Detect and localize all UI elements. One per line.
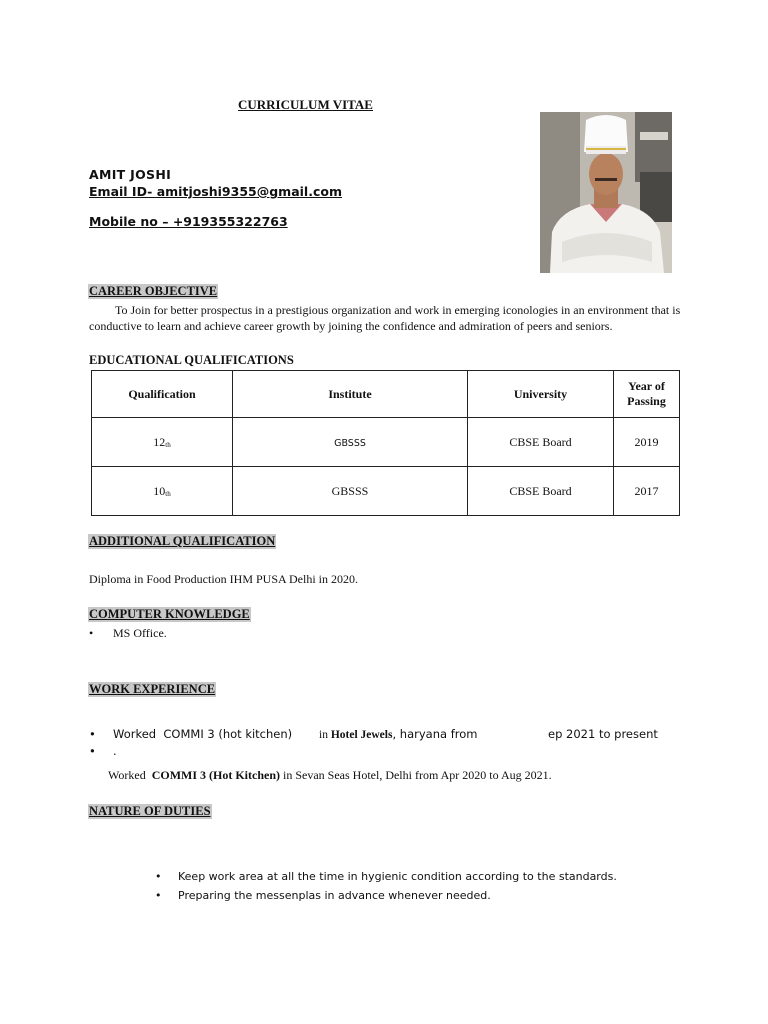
- list-item: [89, 744, 117, 758]
- work-entry-1-hotel: [319, 727, 477, 741]
- work-experience-heading: WORK EXPERIENCE: [89, 682, 216, 696]
- duties-list: [155, 867, 617, 905]
- table-row: [92, 418, 680, 467]
- table-header-row: [92, 371, 680, 418]
- list-item: [155, 867, 617, 886]
- table-row: [92, 467, 680, 516]
- cell-qualification: [92, 418, 233, 467]
- work-in-text: in: [319, 729, 331, 741]
- work-entry-2-details: in Sevan Seas Hotel, Delhi from Apr 2020 to Aug 2021.: [280, 768, 552, 782]
- additional-qualification-text: Diploma in Food Production IHM PUSA Delhi in 2020.: [89, 572, 359, 586]
- work-entry-2-role: COMMI 3 (Hot Kitchen): [151, 768, 280, 782]
- cell-university: CBSE Board: [468, 418, 614, 467]
- qualification-value: 12: [153, 434, 166, 449]
- additional-qualification-heading: ADDITIONAL QUALIFICATION: [89, 534, 276, 548]
- education-heading: EDUCATIONAL QUALIFICATIONS: [89, 353, 294, 367]
- work-entry-1-role: [89, 727, 292, 741]
- institute-value: GBSSS: [334, 437, 366, 449]
- work-entry-1: [89, 727, 689, 743]
- work-entry-2-prefix: Worked: [108, 768, 152, 782]
- header-university: University: [468, 371, 614, 418]
- chef-portrait-image: [540, 112, 672, 273]
- work-location-text: , haryana from: [392, 727, 478, 741]
- bullet-icon: •: [89, 626, 94, 640]
- education-table: [91, 370, 680, 516]
- candidate-name: AMIT JOSHI: [89, 167, 172, 182]
- duty-text: Preparing the messenplas in advance whenever needed.: [178, 889, 491, 902]
- cell-year: 2017: [614, 467, 680, 516]
- work-entry-1-period: ep 2021 to present: [548, 727, 658, 741]
- qualification-value: 10: [153, 483, 166, 498]
- cell-institute: [233, 418, 468, 467]
- header-qualification: Qualification: [92, 371, 233, 418]
- computer-skill: MS Office.: [113, 626, 167, 640]
- mobile-line: Mobile no – +919355322763: [89, 214, 288, 229]
- cell-university: CBSE Board: [468, 467, 614, 516]
- qualification-suffix: th: [165, 440, 171, 449]
- nature-of-duties-heading: NATURE OF DUTIES: [89, 804, 211, 818]
- work-bullet-2-text: .: [113, 744, 117, 758]
- profile-photo: [540, 112, 672, 273]
- list-item: [89, 626, 167, 641]
- email-line: Email ID- amitjoshi9355@gmail.com: [89, 184, 342, 199]
- cell-qualification: [92, 467, 233, 516]
- bullet-icon: •: [155, 889, 162, 902]
- duty-text: Keep work area at all the time in hygienic condition according to the standards.: [178, 870, 617, 883]
- bullet-icon: •: [155, 870, 162, 883]
- work-role-text: Worked COMMI 3 (hot kitchen): [113, 727, 293, 741]
- header-institute: Institute: [233, 371, 468, 418]
- header-year: Year of Passing: [614, 371, 680, 418]
- bullet-icon: •: [89, 727, 96, 741]
- career-objective-heading: CAREER OBJECTIVE: [89, 284, 218, 298]
- work-hotel-name: Hotel Jewels: [330, 729, 393, 741]
- cell-institute: GBSSS: [233, 467, 468, 516]
- document-title: CURRICULUM VITAE: [238, 97, 373, 112]
- work-entry-2: [108, 768, 552, 783]
- qualification-suffix: th: [165, 489, 171, 498]
- bullet-icon: •: [89, 744, 96, 758]
- career-objective-text: To Join for better prospectus in a prestigious organization and work in emerging iconologies in an environment that is conductive to learn and achieve career growth by joining the confidence and admiration of peers and seniors.: [89, 303, 681, 333]
- computer-knowledge-heading: COMPUTER KNOWLEDGE: [89, 607, 250, 621]
- list-item: [155, 886, 617, 905]
- cell-year: 2019: [614, 418, 680, 467]
